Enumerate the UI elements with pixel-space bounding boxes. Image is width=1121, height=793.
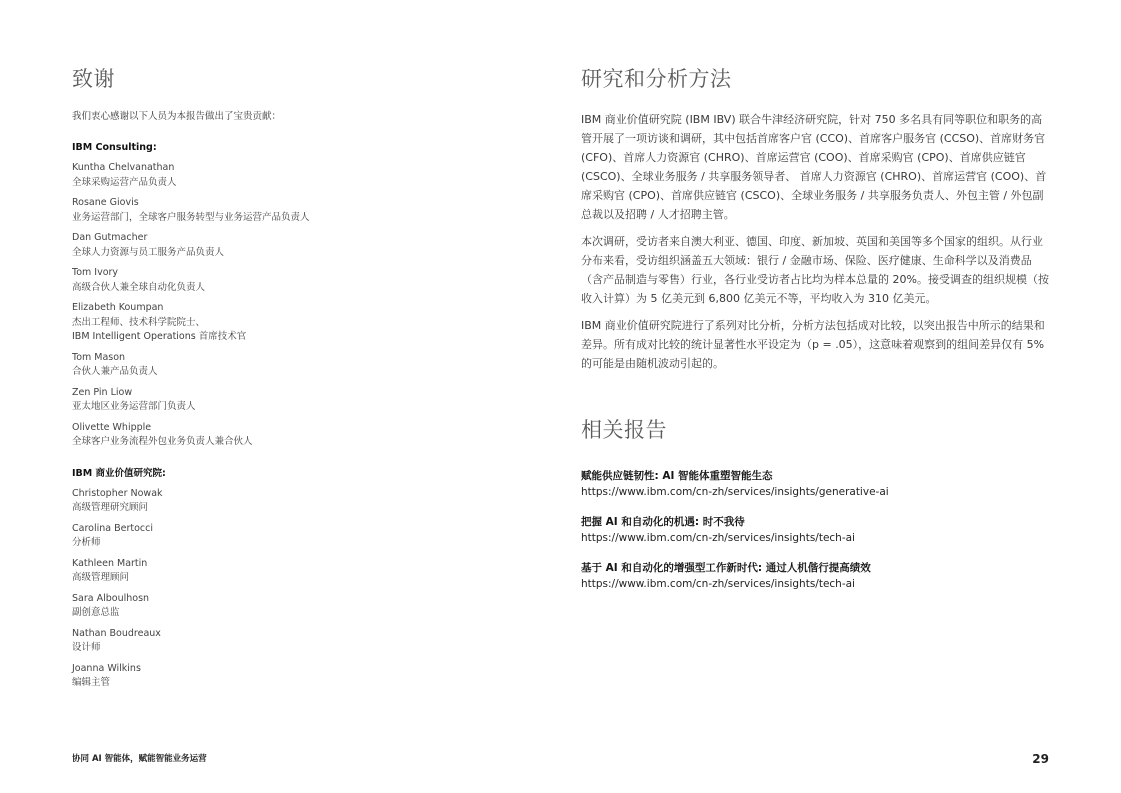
acknowledgements-section: [72, 62, 512, 697]
contributor-role: 亚太地区业务运营部门负责人: [72, 401, 196, 412]
contributor-name: Kuntha Chelvanathan: [72, 162, 175, 173]
contributor-name: Zen Pin Liow: [72, 386, 133, 398]
group-heading: IBM Consulting:: [72, 142, 157, 153]
acknowledgements-title: 致谢: [72, 67, 115, 91]
contributor: [72, 351, 512, 380]
contributor-name: Joanna Wilkins: [72, 662, 141, 674]
contributor-role: 业务运营部门，全球客户服务转型与业务运营产品负责人: [72, 211, 310, 223]
contributor-role: 副创意总监: [72, 607, 120, 618]
contributor-role: 杰出工程师、技术科学院院士、 IBM Intelligent Operations 首席技术官: [72, 316, 247, 342]
contributor-role: 设计师: [72, 642, 101, 653]
contributor: [72, 522, 512, 551]
contributor-role: 高级管理研究顾问: [72, 502, 149, 513]
contributor: [72, 592, 512, 621]
contributor-role: 全球人力资源与员工服务产品负责人: [72, 246, 225, 258]
related-report-link[interactable]: https://www.ibm.com/cn-zh/services/insights/generative-ai: [581, 486, 889, 498]
contributor-name: Rosane Giovis: [72, 197, 139, 208]
related-report-link[interactable]: https://www.ibm.com/cn-zh/services/insights/tech-ai: [581, 578, 855, 590]
related-report-title: 赋能供应链韧性: AI 智能体重塑智能生态: [581, 470, 773, 482]
methodology-paragraph: IBM 商业价值研究院 (IBM IBV) 联合牛津经济研究院，针对 750 多名具有同等职位和职务的高管开展了一项访谈和调研，其中包括首席客户官 (CCO)、首席客户服务官 (CCSO)、首席财务官 (CFO)、首席人力资源官 (CHRO)、首席运营官 (COO)、首席采购官 (CPO)、首席供应链官 (CSCO)、全球业务服务 / 共享服务领导者、 首席人力资源官 (CHRO)、首席运营官 (COO)、首席采购官 (CPO)、首席供应链官 (CSCO)、全球业务服务 / 共享服务负责人、外包主管 / 外包副总裁以及招聘 / 人才招聘主管。: [581, 113, 1047, 221]
contributor-role: 全球采购运营产品负责人: [72, 176, 177, 188]
contributor: [72, 196, 512, 225]
contributor: [72, 266, 512, 295]
page-number: 29: [1032, 752, 1049, 766]
methodology-paragraph: IBM 商业价值研究院进行了系列对比分析，分析方法包括成对比较，以突出报告中所示的结果和差异。所有成对比较的统计显著性水平设定为（p = .05），这意味着观察到的组间差异仅有 5% 的可能是由随机波动引起的。: [581, 319, 1045, 370]
related-report-title: 基于 AI 和自动化的增强型工作新时代: 通过人机偕行提高绩效: [581, 562, 871, 574]
related-report-link[interactable]: https://www.ibm.com/cn-zh/services/insights/tech-ai: [581, 532, 855, 544]
related-report: [581, 560, 1051, 593]
contributor-role: 编辑主管: [72, 677, 111, 688]
contributor-role: 高级合伙人兼全球自动化负责人: [72, 281, 206, 293]
related-reports-section: [581, 413, 1051, 593]
related-reports-title: 相关报告: [581, 418, 667, 442]
contributor-role: 分析师: [72, 537, 101, 548]
methodology-paragraph: 本次调研，受访者来自澳大利亚、德国、印度、新加坡、英国和美国等多个国家的组织。从行业分布来看，受访组织涵盖五大领域：银行 / 金融市场、保险、医疗健康、生命科学以及消费品（含产品制造与零售）行业，各行业受访者占比均为样本总量的 20%。接受调查的组织规模（按收入计算）为 5 亿美元到 6,800 亿美元不等，平均收入为 310 亿美元。: [581, 235, 1049, 305]
contributor-name: Tom Ivory: [72, 267, 119, 278]
contributor: [72, 487, 512, 516]
related-report: [581, 514, 1051, 547]
contributor: [72, 627, 512, 656]
contributor: [72, 662, 512, 691]
acknowledgements-intro: 我们衷心感谢以下人员为本报告做出了宝贵贡献：: [72, 111, 282, 122]
contributor: [72, 161, 512, 190]
contributor-role: 高级管理顾问: [72, 572, 130, 583]
related-report-title: 把握 AI 和自动化的机遇: 时不我待: [581, 516, 745, 528]
contributor-name: Christopher Nowak: [72, 487, 163, 499]
contributor-name: Nathan Boudreaux: [72, 627, 161, 639]
contributor-name: Tom Mason: [72, 351, 126, 363]
contributor-name: Sara Alboulhosn: [72, 592, 150, 604]
methodology-title: 研究和分析方法: [581, 67, 732, 91]
contributor-name: Dan Gutmacher: [72, 232, 148, 243]
contributor: [72, 557, 512, 586]
related-report: [581, 468, 1051, 501]
contributor-name: Carolina Bertocci: [72, 522, 153, 534]
group-heading: IBM 商业价值研究院:: [72, 467, 166, 479]
contributor: [72, 421, 512, 450]
methodology-section: [581, 62, 1051, 373]
contributor-group-ibm-ibv: [72, 467, 512, 691]
contributor-role: 合伙人兼产品负责人: [72, 366, 158, 377]
contributor-name: Olivette Whipple: [72, 421, 152, 433]
contributor: [72, 386, 512, 415]
contributor: [72, 231, 512, 260]
contributor: [72, 301, 512, 345]
contributor-role: 全球客户业务流程外包业务负责人兼合伙人: [72, 436, 253, 447]
footer-report-title: 协同 AI 智能体，赋能智能业务运营: [72, 754, 207, 764]
right-column: [581, 62, 1051, 593]
contributor-name: Elizabeth Koumpan: [72, 302, 164, 313]
contributor-name: Kathleen Martin: [72, 557, 148, 569]
contributor-group-ibm-consulting: [72, 141, 512, 450]
